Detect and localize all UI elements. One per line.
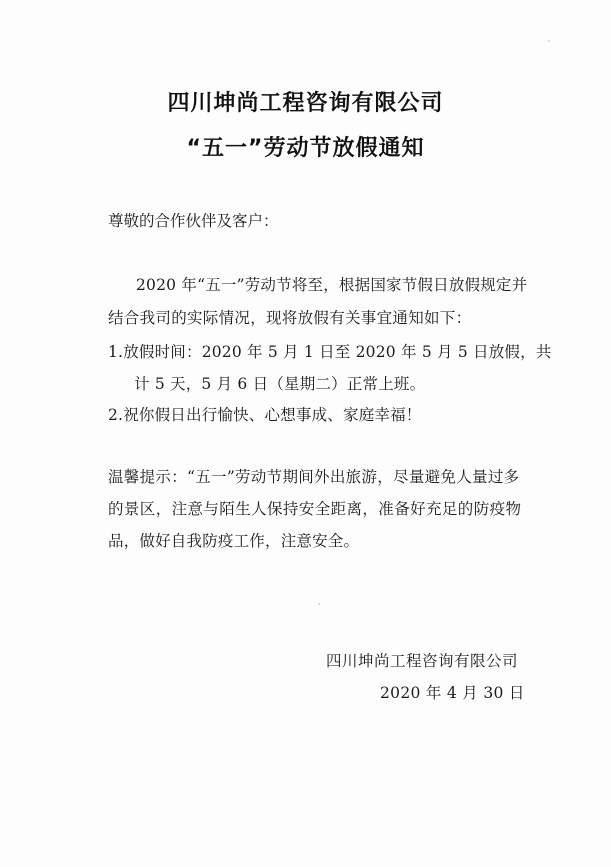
reminder-line-3: 品，做好自我防疫工作，注意安全。 <box>108 532 360 550</box>
intro-line-1: 2020 年“五一”劳动节将至，根据国家节假日放假规定并 <box>136 276 528 294</box>
reminder-line-1: 温馨提示：“五一”劳动节期间外出旅游，尽量避免人量过多 <box>108 468 520 486</box>
holiday-time-line-1: 1.放假时间：2020 年 5 月 1 日至 2020 年 5 月 5 日放假，共 <box>108 343 552 361</box>
holiday-time-line-2: 计 5 天，5 月 6 日（星期二）正常上班。 <box>134 375 426 393</box>
intro-line-2: 结合我司的实际情况，现将放假有关事宜通知如下： <box>108 309 472 327</box>
scan-speck <box>548 40 550 42</box>
scan-speck <box>318 603 320 605</box>
salutation: 尊敬的合作伙伴及客户： <box>108 212 279 230</box>
company-title: 四川坤尚工程咨询有限公司 <box>167 91 444 116</box>
signature-date: 2020 年 4 月 30 日 <box>380 684 525 702</box>
notice-title: “五一”劳动节放假通知 <box>186 136 425 161</box>
holiday-wishes: 2.祝你假日出行愉快、心想事成、家庭幸福！ <box>108 406 422 424</box>
reminder-line-2: 的景区，注意与陌生人保持安全距离，准备好充足的防疫物 <box>108 500 522 518</box>
signature-company: 四川坤尚工程咨询有限公司 <box>326 652 519 670</box>
